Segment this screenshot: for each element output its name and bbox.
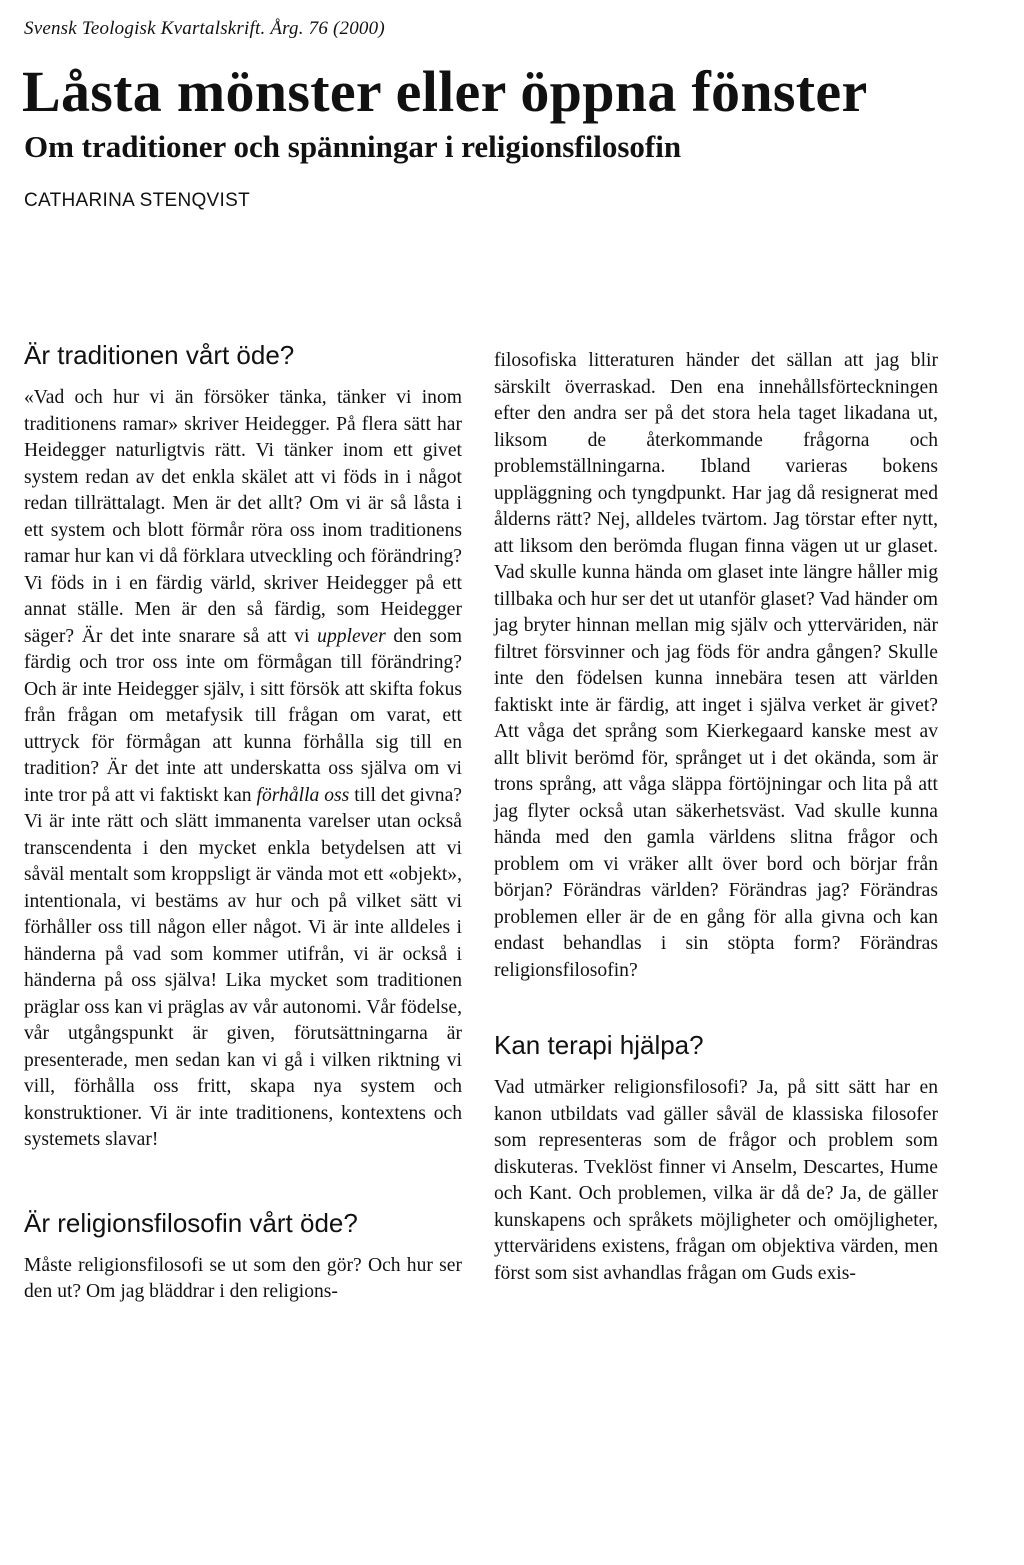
left-column — [24, 340, 462, 1306]
article-subtitle: Om traditioner och spänningar i religionsfilosofin — [24, 129, 682, 164]
text-run: den som färdig och tror oss inte om förmågan till förändring? Och är inte Heidegger själv, i sitt försök att skifta fokus från frågan om metafysik till frågan om varat, ett uttryck för förmågan att kunna förhålla sig till en tradition? Är det inte att underskatta oss själva om vi inte tror på att vi faktiskt kan — [24, 625, 463, 806]
emphasis-upplever: upplever — [317, 625, 386, 647]
section-heading-religionsfilosofin: Är religionsfilosofin vårt öde? — [24, 1207, 358, 1238]
section-heading-terapi: Kan terapi hjälpa? — [494, 1030, 704, 1060]
journal-header: Svensk Teologisk Kvartalskrift. Årg. 76 (2000) — [24, 18, 385, 39]
emphasis-forhalla-oss: förhålla oss — [256, 784, 350, 806]
paragraph-religionsfilosofin-cont: filosofiska litteraturen händer det sällan att jag blir särskilt överraskad. Den ena innehållsförteckningen efter den andra ser på det stora hela taget likadana ut, liksom de återkommande frågorna och problemställningarna. Ibland varieras bokens uppläggning och tyngdpunkt. Har jag då resignerat med ålderns rätt? Nej, alldeles tvärtom. Jag törstar efter nytt, att liksom den berömda flugan finna vägen ut ur glaset. Vad skulle kunna hända om glaset inte längre håller mig tillbaka och hur ser det ut utanför glaset? Vad händer om jag bryter hinnan mellan mig själv och ytterväriden, när filtret försvinner och jag föds för andra gången? Skulle inte den födelsen kunna innebära tesen att världen faktiskt inte är färdig, att inget i själva verket är givet? Att våga det språng som Kierkegaard kanske mest av allt blivit berömd för, språnget ut i det okända, som är trons språng, att våga släppa förtöjningar och lita på att jag flyter också utan säkerhetsväst. Vad skulle kunna hända med den gamla världens slitna frågor och problem om vi vräker allt över bord och börjar från början? Förändras världen? Förändras jag? Förändras problemen eller är de en gång för alla givna och kan endast behandlas i sin stöpta form? Förändras religionsfilosofin? — [494, 350, 938, 981]
article-title: Låsta mönster eller öppna fönster — [22, 59, 868, 124]
right-column — [494, 348, 938, 1287]
text-run: till det givna? Vi är inte rätt och slätt immanenta varelser utan också transcendenta i den mycket enkla betydelsen att vi såväl mentalt som kroppsligt är vända mot ett «objekt», intentionala, vi bestäms av hur och på vilket sätt vi förhåller oss till någon eller något. Vi är inte alldeles i händerna på vad som kommer utifrån, vi är också i händerna på oss själva! Lika mycket som traditionen präglar oss kan vi präglas av vår autonomi. Vår födelse, vår utgångspunkt är given, förutsättningarna är presenterade, men sedan kan vi gå i vilken riktning vi vill, förhålla oss fritt, skapa nya system och konstruktioner. Vi är inte traditionens, kontextens och systemets slavar! — [24, 784, 462, 1151]
text-run: «Vad och hur vi än försöker tänka, tänker vi inom traditionens ramar» skriver Heidegger. På flera sätt har Heidegger naturligtvis rätt. Vi tänker inom ett givet system redan av det enkla skälet att vi föds in i något redan tillrättalagt. Men är det allt? Om vi är så låsta i ett system och blott förmår röra oss inom traditionens ramar hur kan vi då förklara utveckling och förändring? Vi föds in i en färdig värld, skriver Heidegger på ett annat ställe. Men är den så färdig, som Heidegger säger? Är det inte snarare så att vi — [24, 387, 462, 647]
author-name: CATHARINA STENQVIST — [24, 190, 250, 211]
paragraph-terapi: Vad utmärker religionsfilosofi? Ja, på sitt sätt har en kanon utbildats vad gäller såväl de klassiska filosofer som representeras som de frågor och problem som diskuteras. Tveklöst finner vi Anselm, Descartes, Hume och Kant. Och problemen, vilka är då de? Ja, de gäller kunskapens och språkets möjligheter och omöjligheter, ytterväridens existens, frågan om objektiva värden, men först som sist avhandlas frågan om Guds exis- — [494, 1077, 938, 1284]
paragraph-religionsfilosofin-start: Måste religionsfilosofi se ut som den gör? Och hur ser den ut? Om jag bläddrar i den religions- — [24, 1254, 462, 1303]
section-heading-tradition: Är traditionen vårt öde? — [24, 340, 295, 370]
paragraph-tradition — [24, 385, 462, 1154]
